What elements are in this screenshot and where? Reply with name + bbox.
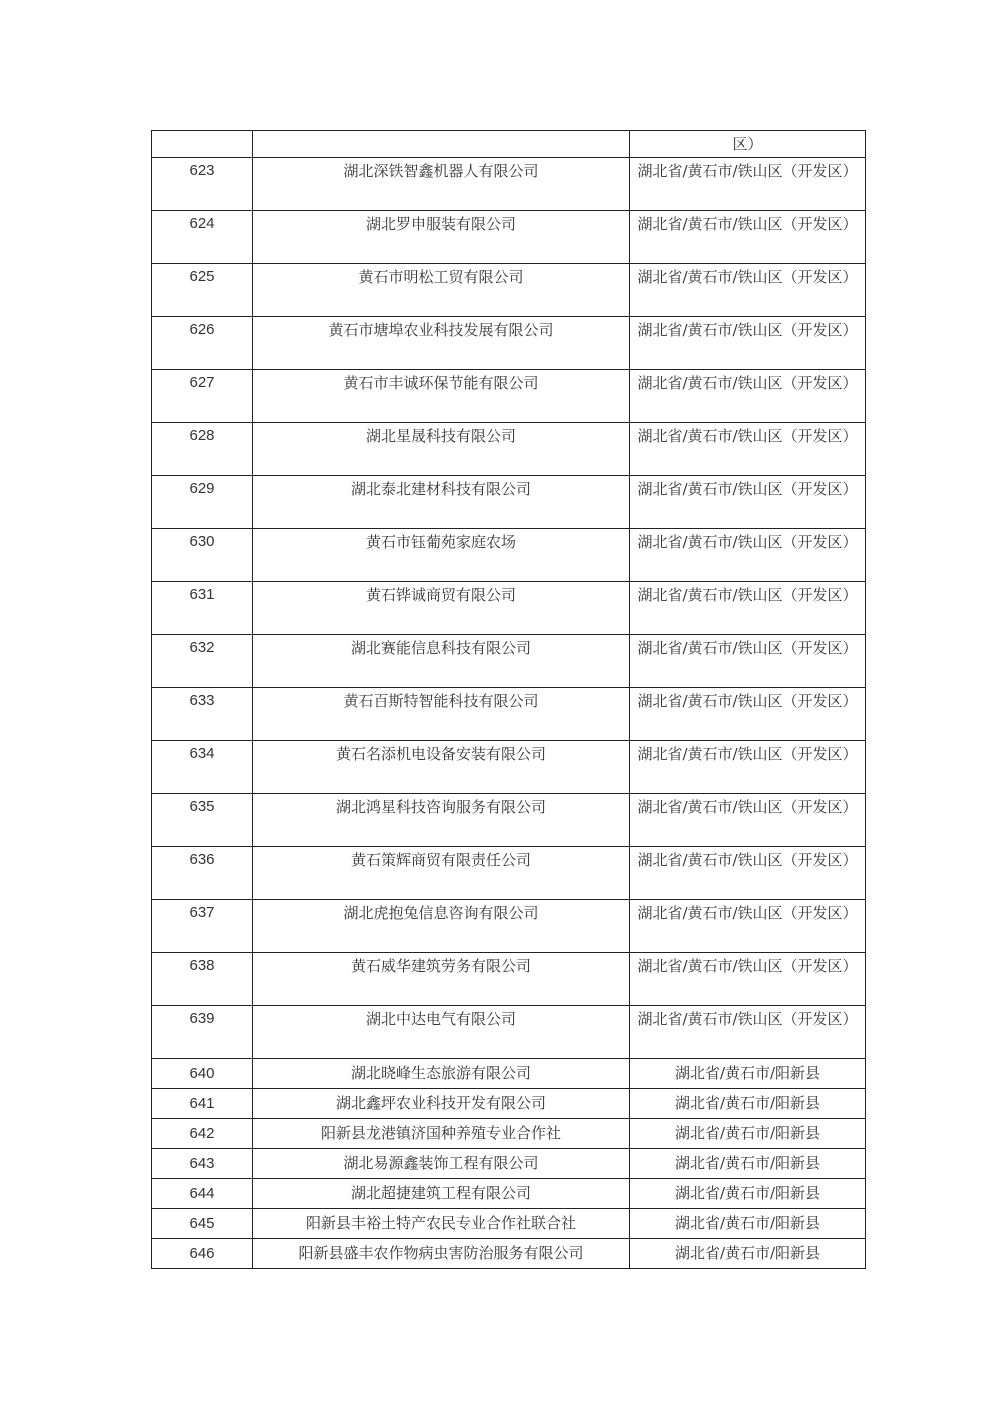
row-number-cell: 624 [152, 211, 253, 264]
table-body [152, 131, 866, 1269]
table-row [152, 1209, 866, 1239]
table-row [152, 211, 866, 264]
row-number-cell: 623 [152, 158, 253, 211]
row-number-cell: 646 [152, 1239, 253, 1269]
region-cell: 湖北省/黄石市/阳新县 [630, 1239, 866, 1269]
company-name-cell [253, 131, 630, 158]
row-number-cell: 625 [152, 264, 253, 317]
row-number-cell: 628 [152, 423, 253, 476]
table-row-continued [152, 131, 866, 158]
region-cell: 湖北省/黄石市/铁山区（开发区） [630, 1006, 866, 1059]
region-cell: 湖北省/黄石市/铁山区（开发区） [630, 264, 866, 317]
table-row [152, 900, 866, 953]
table-row [152, 1006, 866, 1059]
table-row [152, 423, 866, 476]
table-row [152, 953, 866, 1006]
table-row [152, 317, 866, 370]
company-name-cell: 湖北易源鑫装饰工程有限公司 [253, 1149, 630, 1179]
row-number-cell: 633 [152, 688, 253, 741]
region-cell: 湖北省/黄石市/阳新县 [630, 1089, 866, 1119]
company-name-cell: 黄石威华建筑劳务有限公司 [253, 953, 630, 1006]
company-name-cell: 湖北鑫坪农业科技开发有限公司 [253, 1089, 630, 1119]
row-number-cell: 639 [152, 1006, 253, 1059]
row-number-cell: 645 [152, 1209, 253, 1239]
row-number-cell: 626 [152, 317, 253, 370]
region-cell: 湖北省/黄石市/铁山区（开发区） [630, 582, 866, 635]
company-name-cell: 黄石市丰诚环保节能有限公司 [253, 370, 630, 423]
company-name-cell: 湖北中达电气有限公司 [253, 1006, 630, 1059]
region-cell: 湖北省/黄石市/铁山区（开发区） [630, 211, 866, 264]
row-number-cell: 642 [152, 1119, 253, 1149]
table-row [152, 264, 866, 317]
company-name-cell: 黄石市明松工贸有限公司 [253, 264, 630, 317]
row-number-cell: 641 [152, 1089, 253, 1119]
region-cell: 湖北省/黄石市/铁山区（开发区） [630, 317, 866, 370]
row-number-cell: 629 [152, 476, 253, 529]
company-name-cell: 湖北超捷建筑工程有限公司 [253, 1179, 630, 1209]
company-name-cell: 阳新县盛丰农作物病虫害防治服务有限公司 [253, 1239, 630, 1269]
enterprise-table [151, 130, 866, 1269]
row-number-cell: 627 [152, 370, 253, 423]
region-cell: 湖北省/黄石市/阳新县 [630, 1149, 866, 1179]
company-name-cell: 湖北晓峰生态旅游有限公司 [253, 1059, 630, 1089]
row-number-cell: 637 [152, 900, 253, 953]
row-number-cell: 643 [152, 1149, 253, 1179]
table-row [152, 1179, 866, 1209]
company-name-cell: 黄石市钰葡苑家庭农场 [253, 529, 630, 582]
region-cell: 湖北省/黄石市/铁山区（开发区） [630, 158, 866, 211]
company-name-cell: 湖北赛能信息科技有限公司 [253, 635, 630, 688]
region-cell: 湖北省/黄石市/阳新县 [630, 1119, 866, 1149]
region-cell: 湖北省/黄石市/铁山区（开发区） [630, 635, 866, 688]
region-cell: 区） [630, 131, 866, 158]
table-row [152, 794, 866, 847]
table-row [152, 370, 866, 423]
row-number-cell: 632 [152, 635, 253, 688]
table-row [152, 847, 866, 900]
company-name-cell: 湖北星晟科技有限公司 [253, 423, 630, 476]
company-name-cell: 黄石市塘埠农业科技发展有限公司 [253, 317, 630, 370]
region-cell: 湖北省/黄石市/铁山区（开发区） [630, 529, 866, 582]
table-row [152, 1119, 866, 1149]
region-cell: 湖北省/黄石市/铁山区（开发区） [630, 847, 866, 900]
table-row [152, 529, 866, 582]
row-number-cell: 640 [152, 1059, 253, 1089]
region-cell: 湖北省/黄石市/铁山区（开发区） [630, 741, 866, 794]
company-name-cell: 黄石百斯特智能科技有限公司 [253, 688, 630, 741]
region-cell: 湖北省/黄石市/铁山区（开发区） [630, 423, 866, 476]
row-number-cell: 638 [152, 953, 253, 1006]
row-number-cell: 636 [152, 847, 253, 900]
region-cell: 湖北省/黄石市/阳新县 [630, 1059, 866, 1089]
region-cell: 湖北省/黄石市/阳新县 [630, 1179, 866, 1209]
company-name-cell: 湖北泰北建材科技有限公司 [253, 476, 630, 529]
table-row [152, 158, 866, 211]
table-row [152, 1239, 866, 1269]
table-row [152, 635, 866, 688]
company-name-cell: 湖北罗申服装有限公司 [253, 211, 630, 264]
region-cell: 湖北省/黄石市/铁山区（开发区） [630, 688, 866, 741]
region-cell: 湖北省/黄石市/阳新县 [630, 1209, 866, 1239]
row-number-cell: 634 [152, 741, 253, 794]
table-row [152, 1089, 866, 1119]
row-number-cell: 635 [152, 794, 253, 847]
table-row [152, 741, 866, 794]
region-cell: 湖北省/黄石市/铁山区（开发区） [630, 900, 866, 953]
table-row [152, 1059, 866, 1089]
company-name-cell: 黄石策辉商贸有限责任公司 [253, 847, 630, 900]
table-row [152, 1149, 866, 1179]
region-cell: 湖北省/黄石市/铁山区（开发区） [630, 370, 866, 423]
region-cell: 湖北省/黄石市/铁山区（开发区） [630, 953, 866, 1006]
region-cell: 湖北省/黄石市/铁山区（开发区） [630, 794, 866, 847]
company-name-cell: 湖北虎抱兔信息咨询有限公司 [253, 900, 630, 953]
row-number-cell: 630 [152, 529, 253, 582]
region-cell: 湖北省/黄石市/铁山区（开发区） [630, 476, 866, 529]
company-name-cell: 黄石名添机电设备安装有限公司 [253, 741, 630, 794]
company-name-cell: 阳新县龙港镇济国种养殖专业合作社 [253, 1119, 630, 1149]
table-row [152, 476, 866, 529]
company-name-cell: 阳新县丰裕土特产农民专业合作社联合社 [253, 1209, 630, 1239]
company-name-cell: 湖北鸿星科技咨询服务有限公司 [253, 794, 630, 847]
company-name-cell: 湖北深铁智鑫机器人有限公司 [253, 158, 630, 211]
table-row [152, 688, 866, 741]
row-number-cell [152, 131, 253, 158]
company-name-cell: 黄石铧诚商贸有限公司 [253, 582, 630, 635]
row-number-cell: 644 [152, 1179, 253, 1209]
table-row [152, 582, 866, 635]
row-number-cell: 631 [152, 582, 253, 635]
